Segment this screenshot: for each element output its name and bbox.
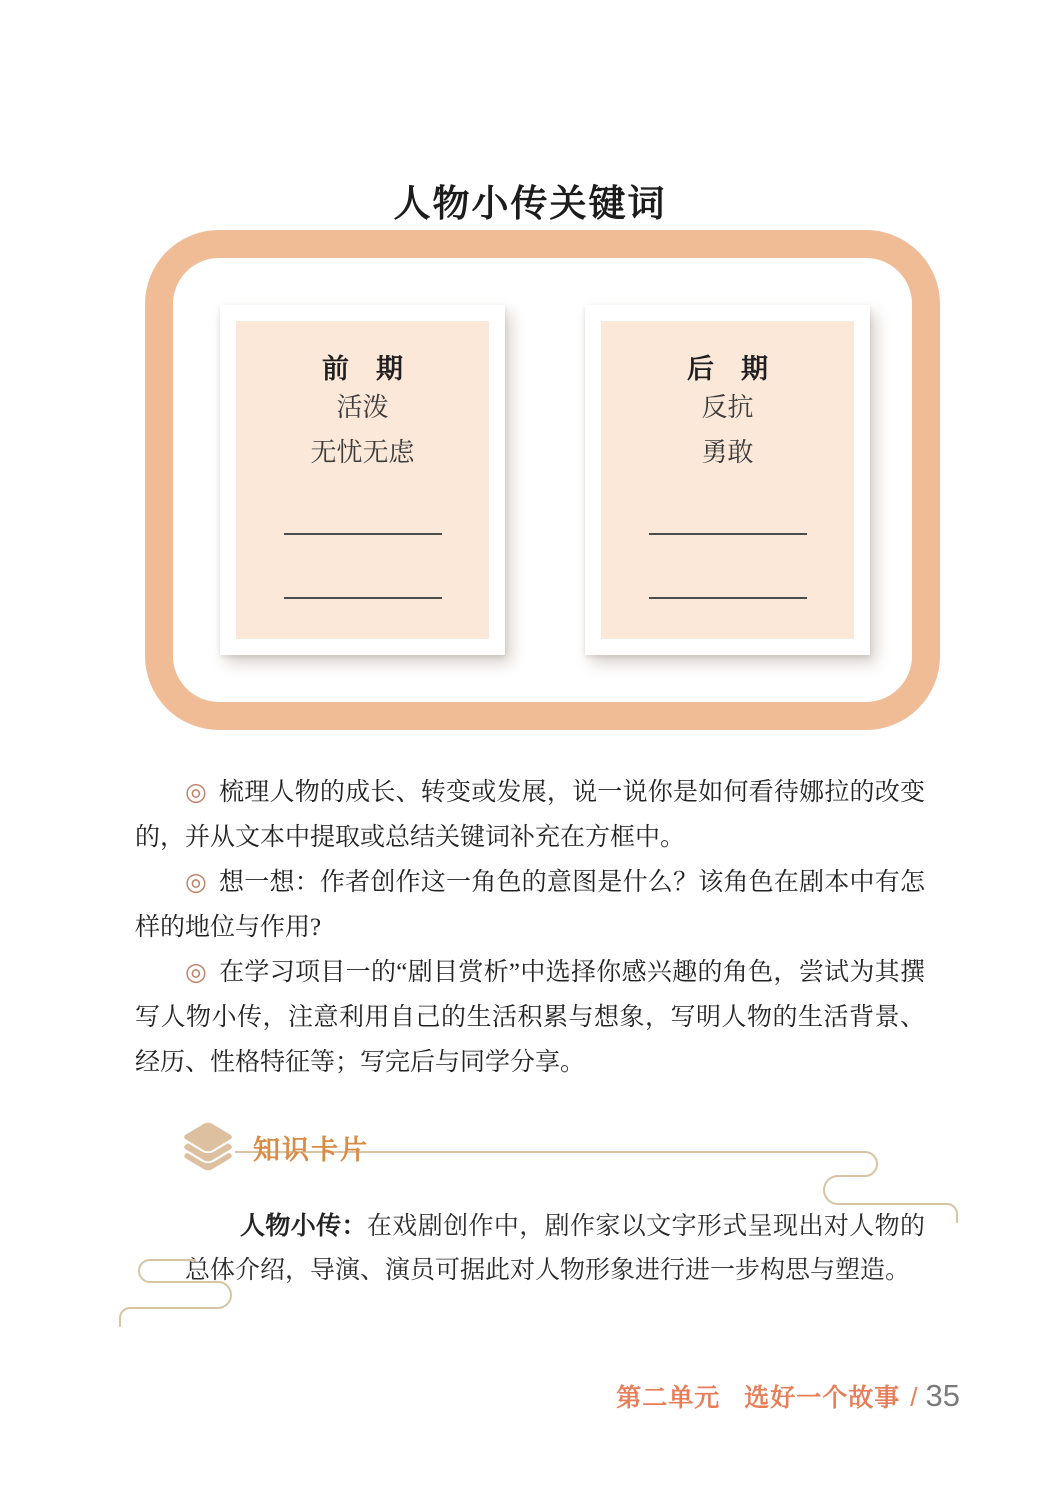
task-item <box>135 950 925 1085</box>
keyword-board <box>145 230 940 730</box>
keyword-board-inner <box>173 258 912 702</box>
card-keyword: 无忧无虑 <box>310 438 415 467</box>
page-footer <box>616 1378 960 1414</box>
footer-chapter: 选好一个故事 <box>744 1384 901 1412</box>
task-text: 想一想：作者创作这一角色的意图是什么？该角色在剧本中有怎样的地位与作用? <box>135 869 925 941</box>
page-title: 人物小传关键词 <box>393 183 667 225</box>
task-item <box>135 770 925 860</box>
blank-line <box>284 533 442 535</box>
blank-line <box>284 597 442 599</box>
task-list <box>135 770 925 1085</box>
card-title-late: 后 期 <box>687 354 768 384</box>
card-keyword: 勇敢 <box>701 438 754 467</box>
knowledge-card-header <box>135 1112 925 1182</box>
ring-bullet-icon: ◎ <box>185 869 208 896</box>
knowledge-card-heading: 知识卡片 <box>253 1134 369 1165</box>
keyword-card-early-inner <box>236 321 489 639</box>
card-title-early: 前 期 <box>322 354 403 384</box>
card-keyword: 反抗 <box>701 393 754 422</box>
stacked-cards-icon <box>171 1114 245 1180</box>
knowledge-term: 人物小传： <box>240 1212 367 1240</box>
blank-line <box>649 597 807 599</box>
card-keyword: 活泼 <box>336 393 389 422</box>
knowledge-definition: 在戏剧创作中，剧作家以文字形式呈现出对人物的总体介绍，导演、演员可据此对人物形象进行进一步构思与塑造。 <box>185 1213 925 1284</box>
knowledge-card-section <box>135 1112 925 1293</box>
task-text: 梳理人物的成长、转变或发展，说一说你是如何看待娜拉的改变的，并从文本中提取或总结关键词补充在方框中。 <box>135 779 925 851</box>
ring-bullet-icon: ◎ <box>185 959 208 986</box>
keyword-card-late-inner <box>601 321 854 639</box>
cloud-swirl-icon <box>110 1252 300 1330</box>
keyword-card-late <box>585 305 870 655</box>
task-text: 在学习项目一的“剧目赏析”中选择你感兴趣的角色，尝试为其撰写人物小传，注意利用自己的生活积累与想象，写明人物的生活背景、经历、性格特征等；写完后与同学分享。 <box>135 959 925 1076</box>
task-item <box>135 860 925 950</box>
footer-separator: / <box>910 1382 918 1412</box>
page-number: 35 <box>925 1378 960 1413</box>
footer-unit: 第二单元 <box>616 1384 721 1412</box>
blank-line <box>649 533 807 535</box>
ring-bullet-icon: ◎ <box>185 779 208 806</box>
keyword-card-early <box>220 305 505 655</box>
